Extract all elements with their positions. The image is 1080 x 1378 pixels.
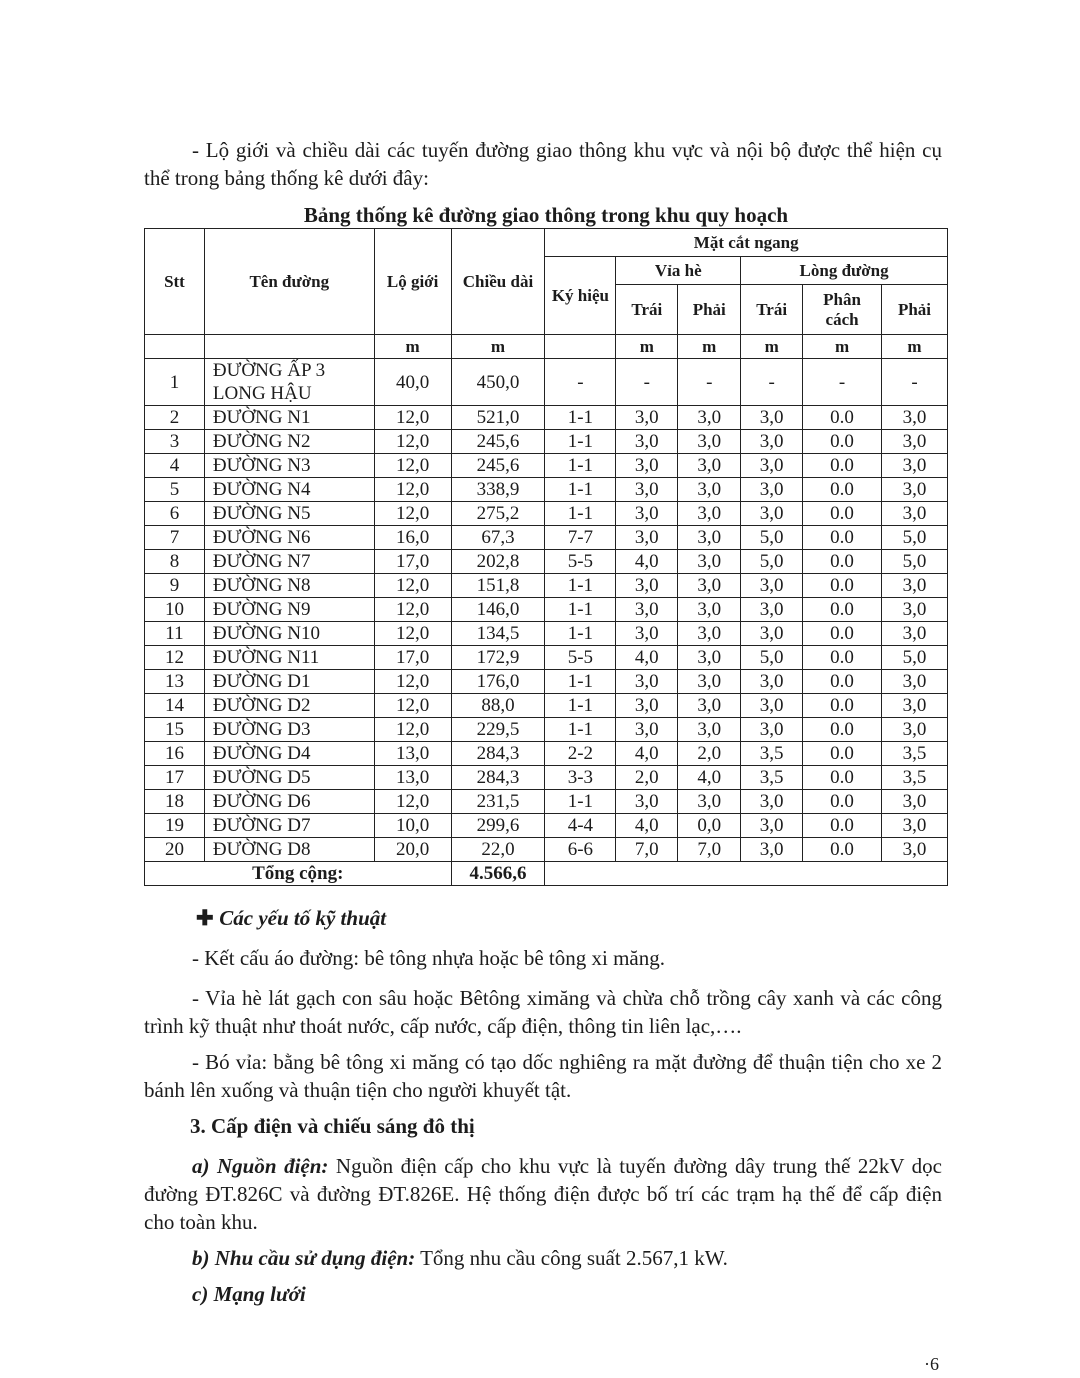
- table-cell: 0.0: [803, 694, 882, 718]
- table-cell: 12,0: [374, 718, 451, 742]
- table-cell: 3,5: [882, 766, 948, 790]
- table-cell: 5-5: [545, 646, 616, 670]
- unit-cell: m: [741, 335, 803, 359]
- table-cell: 12,0: [374, 790, 451, 814]
- total-value: 4.566,6: [451, 862, 545, 886]
- table-cell: 1-1: [545, 694, 616, 718]
- table-row: [145, 406, 948, 430]
- table-cell: 245,6: [451, 454, 545, 478]
- table-row: [145, 838, 948, 862]
- table-cell: 0.0: [803, 742, 882, 766]
- table-cell: 0.0: [803, 598, 882, 622]
- table-cell: 1-1: [545, 670, 616, 694]
- table-cell: 12,0: [374, 430, 451, 454]
- table-cell: 3,0: [882, 574, 948, 598]
- table-cell: ĐƯỜNG D6: [204, 790, 374, 814]
- table-cell: ĐƯỜNG N6: [204, 526, 374, 550]
- table-cell: 3,0: [616, 430, 678, 454]
- table-cell: 0.0: [803, 550, 882, 574]
- table-cell: 3,0: [741, 598, 803, 622]
- table-cell: 4,0: [616, 742, 678, 766]
- header-mat-cat: Mặt cắt ngang: [545, 229, 948, 257]
- table-cell: 5,0: [741, 526, 803, 550]
- header-via-he-phai: Phải: [678, 285, 741, 335]
- table-cell: 0.0: [803, 814, 882, 838]
- table-cell: 3: [145, 430, 205, 454]
- table-cell: 3,0: [741, 622, 803, 646]
- unit-cell: m: [374, 335, 451, 359]
- table-cell: 3,0: [616, 694, 678, 718]
- table-cell: 0.0: [803, 670, 882, 694]
- table-cell: ĐƯỜNG N8: [204, 574, 374, 598]
- table-cell: 3,0: [882, 406, 948, 430]
- table-row: [145, 790, 948, 814]
- table-cell: 12,0: [374, 478, 451, 502]
- table-cell: 12,0: [374, 406, 451, 430]
- section-3c-paragraph: [144, 1280, 942, 1308]
- table-cell: 12,0: [374, 454, 451, 478]
- table-cell: 7,0: [678, 838, 741, 862]
- table-cell: 172,9: [451, 646, 545, 670]
- table-cell: 12,0: [374, 622, 451, 646]
- table-cell: 12,0: [374, 670, 451, 694]
- table-cell: 3,0: [678, 478, 741, 502]
- table-cell: 3,0: [678, 622, 741, 646]
- table-cell: 3,0: [678, 718, 741, 742]
- table-cell: 0.0: [803, 454, 882, 478]
- table-cell: 0.0: [803, 622, 882, 646]
- table-cell: -: [803, 359, 882, 406]
- table-row: [145, 359, 948, 406]
- table-cell: 0.0: [803, 574, 882, 598]
- header-long-duong-trai: Trái: [741, 285, 803, 335]
- table-cell: ĐƯỜNG N10: [204, 622, 374, 646]
- table-cell: 1-1: [545, 622, 616, 646]
- table-cell: 3,0: [882, 718, 948, 742]
- table-cell: 3,0: [678, 646, 741, 670]
- table-cell: 0.0: [803, 406, 882, 430]
- table-cell: 3,0: [741, 694, 803, 718]
- table-cell: 3,5: [882, 742, 948, 766]
- table-cell: ĐƯỜNG D5: [204, 766, 374, 790]
- table-cell: -: [616, 359, 678, 406]
- section-3c-label: c) Mạng lưới: [192, 1282, 306, 1306]
- table-cell: 10,0: [374, 814, 451, 838]
- table-cell: 13,0: [374, 766, 451, 790]
- table-cell: 3,0: [616, 454, 678, 478]
- table-cell: 1-1: [545, 454, 616, 478]
- table-cell: 3,0: [882, 478, 948, 502]
- table-cell: 3,0: [678, 694, 741, 718]
- table-row: [145, 574, 948, 598]
- section-3b-label: b) Nhu cầu sử dụng điện:: [192, 1246, 416, 1270]
- header-name: Tên đường: [204, 229, 374, 335]
- table-cell: 450,0: [451, 359, 545, 406]
- table-cell: 3,5: [741, 742, 803, 766]
- table-cell: 13,0: [374, 742, 451, 766]
- table-cell: -: [678, 359, 741, 406]
- table-cell: 1-1: [545, 502, 616, 526]
- table-cell: 12,0: [374, 574, 451, 598]
- table-cell: 3-3: [545, 766, 616, 790]
- header-long-duong-phai: Phải: [882, 285, 948, 335]
- table-cell: 5: [145, 478, 205, 502]
- table-cell: 3,0: [678, 502, 741, 526]
- table-cell: 3,0: [678, 526, 741, 550]
- table-cell: 3,0: [741, 478, 803, 502]
- table-cell: 7,0: [616, 838, 678, 862]
- table-row: [145, 430, 948, 454]
- table-cell: 0.0: [803, 526, 882, 550]
- table-cell: 1-1: [545, 790, 616, 814]
- table-row: [145, 550, 948, 574]
- table-row: [145, 454, 948, 478]
- header-phan-cach: Phân cách: [803, 285, 882, 335]
- table-cell: 0.0: [803, 838, 882, 862]
- table-row: [145, 502, 948, 526]
- header-via-he: Vỉa hè: [616, 257, 741, 285]
- unit-cell: [545, 335, 616, 359]
- table-cell: 3,0: [882, 502, 948, 526]
- table-cell: 17,0: [374, 646, 451, 670]
- table-cell: 6-6: [545, 838, 616, 862]
- table-cell: 229,5: [451, 718, 545, 742]
- total-row: [145, 862, 948, 886]
- table-cell: 12,0: [374, 598, 451, 622]
- section-3-title: 3. Cấp điện và chiếu sáng đô thị: [190, 1114, 475, 1138]
- table-cell: 3,0: [882, 454, 948, 478]
- table-cell: 3,0: [741, 790, 803, 814]
- table-cell: 134,5: [451, 622, 545, 646]
- table-cell: 3,0: [678, 430, 741, 454]
- table-cell: 5-5: [545, 550, 616, 574]
- header-stt: Stt: [145, 229, 205, 335]
- table-row: [145, 814, 948, 838]
- table-cell: ĐƯỜNG N11: [204, 646, 374, 670]
- table-cell: 6: [145, 502, 205, 526]
- table-cell: 151,8: [451, 574, 545, 598]
- table-cell: ĐƯỜNG N1: [204, 406, 374, 430]
- table-cell: 2: [145, 406, 205, 430]
- table-cell: 2-2: [545, 742, 616, 766]
- table-cell: 16,0: [374, 526, 451, 550]
- table-cell: 2,0: [616, 766, 678, 790]
- table-body: [145, 359, 948, 862]
- table-cell: ĐƯỜNG D7: [204, 814, 374, 838]
- table-cell: 3,0: [616, 406, 678, 430]
- table-cell: 18: [145, 790, 205, 814]
- table-cell: 3,0: [678, 670, 741, 694]
- table-cell: 0.0: [803, 502, 882, 526]
- table-cell: 3,0: [741, 838, 803, 862]
- table-cell: 12: [145, 646, 205, 670]
- table-cell: 17: [145, 766, 205, 790]
- header-long-duong: Lòng đường: [741, 257, 948, 285]
- section-3a-label: a) Nguồn điện:: [192, 1154, 329, 1178]
- table-cell: ĐƯỜNG D8: [204, 838, 374, 862]
- table-caption: Bảng thống kê đường giao thông trong khu quy hoạch: [303, 203, 789, 227]
- table-cell: 3,0: [616, 670, 678, 694]
- header-chieu-dai: Chiều dài: [451, 229, 545, 335]
- table-cell: 3,0: [616, 622, 678, 646]
- table-cell: 12,0: [374, 502, 451, 526]
- table-cell: 299,6: [451, 814, 545, 838]
- table-cell: 245,6: [451, 430, 545, 454]
- table-cell: -: [545, 359, 616, 406]
- section-3a-paragraph: [144, 1152, 942, 1236]
- table-cell: 17,0: [374, 550, 451, 574]
- section-3b-text: Tổng nhu cầu công suất 2.567,1 kW.: [415, 1246, 728, 1270]
- table-cell: 8: [145, 550, 205, 574]
- table-cell: 0.0: [803, 718, 882, 742]
- table-cell: 3,0: [678, 550, 741, 574]
- table-cell: 19: [145, 814, 205, 838]
- tech-paragraph-2: - Vỉa hè lát gạch con sâu hoặc Bêtông ximăng và chừa chỗ trồng cây xanh và các công trình kỹ thuật như thoát nước, cấp nước, cấp điện, thông tin liên lạc,….: [144, 986, 942, 1038]
- table-cell: 3,0: [678, 406, 741, 430]
- table-cell: ĐƯỜNG ẤP 3 LONG HẬU: [204, 359, 374, 406]
- table-row: [145, 670, 948, 694]
- table-cell: ĐƯỜNG D1: [204, 670, 374, 694]
- unit-cell: m: [882, 335, 948, 359]
- tech-heading-text: Các yếu tố kỹ thuật: [219, 906, 387, 930]
- table-cell: 284,3: [451, 766, 545, 790]
- table-cell: 12,0: [374, 694, 451, 718]
- table-cell: 5,0: [882, 550, 948, 574]
- table-cell: 4,0: [616, 814, 678, 838]
- table-cell: ĐƯỜNG D3: [204, 718, 374, 742]
- table-cell: 2,0: [678, 742, 741, 766]
- table-row: [145, 478, 948, 502]
- table-cell: 10: [145, 598, 205, 622]
- table-cell: 3,0: [741, 406, 803, 430]
- page-number: ·6: [924, 1354, 939, 1374]
- table-cell: 3,0: [882, 430, 948, 454]
- table-cell: 4,0: [678, 766, 741, 790]
- table-cell: 15: [145, 718, 205, 742]
- table-cell: 4,0: [616, 646, 678, 670]
- table-cell: 67,3: [451, 526, 545, 550]
- table-cell: -: [882, 359, 948, 406]
- table-cell: ĐƯỜNG N9: [204, 598, 374, 622]
- unit-cell: m: [451, 335, 545, 359]
- tech-paragraph-3: - Bó vỉa: bằng bê tông xi măng có tạo dốc nghiêng ra mặt đường để thuận tiện cho xe 2 bánh lên xuống và thuận tiện cho người khuyết tật.: [144, 1050, 942, 1102]
- table-cell: 275,2: [451, 502, 545, 526]
- total-empty: [545, 862, 948, 886]
- table-cell: 88,0: [451, 694, 545, 718]
- header-via-he-trai: Trái: [616, 285, 678, 335]
- table-cell: 7: [145, 526, 205, 550]
- table-row: [145, 646, 948, 670]
- table-cell: 3,0: [882, 598, 948, 622]
- table-cell: 146,0: [451, 598, 545, 622]
- header-ky-hieu: Ký hiệu: [545, 257, 616, 335]
- table-cell: 11: [145, 622, 205, 646]
- intro-paragraph: - Lộ giới và chiều dài các tuyến đường giao thông khu vực và nội bộ được thể hiện cụ thể trong bảng thống kê dưới đây:: [144, 138, 942, 190]
- table-cell: 3,0: [741, 670, 803, 694]
- table-cell: 0.0: [803, 430, 882, 454]
- table-cell: 3,0: [882, 790, 948, 814]
- table-cell: 231,5: [451, 790, 545, 814]
- total-label: Tổng cộng:: [145, 862, 452, 886]
- table-cell: ĐƯỜNG N7: [204, 550, 374, 574]
- table-cell: 3,0: [678, 598, 741, 622]
- table-cell: 3,0: [741, 454, 803, 478]
- table-cell: 1-1: [545, 574, 616, 598]
- table-cell: 0.0: [803, 790, 882, 814]
- table-row: [145, 766, 948, 790]
- table-cell: 5,0: [882, 526, 948, 550]
- table-cell: ĐƯỜNG N3: [204, 454, 374, 478]
- unit-cell: m: [678, 335, 741, 359]
- table-cell: 7-7: [545, 526, 616, 550]
- table-cell: 4-4: [545, 814, 616, 838]
- table-cell: 3,0: [616, 478, 678, 502]
- table-cell: 3,0: [616, 598, 678, 622]
- table-cell: 3,0: [882, 670, 948, 694]
- section-3b-paragraph: [144, 1244, 942, 1272]
- table-cell: 284,3: [451, 742, 545, 766]
- table-cell: 3,0: [678, 454, 741, 478]
- table-cell: 0.0: [803, 766, 882, 790]
- table-cell: 3,0: [741, 430, 803, 454]
- table-cell: 521,0: [451, 406, 545, 430]
- table-cell: 1: [145, 359, 205, 406]
- table-cell: ĐƯỜNG D2: [204, 694, 374, 718]
- table-row: [145, 598, 948, 622]
- table-cell: 1-1: [545, 478, 616, 502]
- unit-cell: m: [616, 335, 678, 359]
- unit-cell: [204, 335, 374, 359]
- table-cell: 202,8: [451, 550, 545, 574]
- unit-cell: m: [803, 335, 882, 359]
- table-row: [145, 526, 948, 550]
- table-cell: 5,0: [741, 646, 803, 670]
- table-cell: 3,0: [741, 814, 803, 838]
- table-cell: 3,0: [882, 838, 948, 862]
- unit-cell: [145, 335, 205, 359]
- table-cell: 20: [145, 838, 205, 862]
- table-cell: 3,0: [741, 502, 803, 526]
- table-cell: 1-1: [545, 598, 616, 622]
- table-cell: 9: [145, 574, 205, 598]
- down-arrow-icon: ✚: [196, 906, 214, 930]
- table-cell: 3,0: [616, 718, 678, 742]
- table-cell: 3,0: [616, 574, 678, 598]
- tech-heading: [196, 904, 386, 932]
- table-row: [145, 718, 948, 742]
- header-lo-gioi: Lộ giới: [374, 229, 451, 335]
- section-3a-text: Nguồn điện cấp cho khu vực là tuyến đường dây trung thế 22kV dọc đường ĐT.826C và đường ĐT.826E. Hệ thống điện được bố trí các trạm hạ thế để cấp điện cho toàn khu.: [144, 1154, 942, 1234]
- table-cell: 3,0: [678, 790, 741, 814]
- table-cell: 1-1: [545, 430, 616, 454]
- table-cell: ĐƯỜNG N2: [204, 430, 374, 454]
- table-cell: ĐƯỜNG D4: [204, 742, 374, 766]
- table-cell: 3,0: [678, 574, 741, 598]
- table-cell: 5,0: [882, 646, 948, 670]
- table-cell: 40,0: [374, 359, 451, 406]
- table-cell: 3,0: [616, 502, 678, 526]
- table-cell: 22,0: [451, 838, 545, 862]
- table-cell: 5,0: [741, 550, 803, 574]
- table-cell: 3,0: [882, 814, 948, 838]
- table-cell: 3,0: [741, 574, 803, 598]
- table-cell: 3,0: [882, 622, 948, 646]
- table-row: [145, 694, 948, 718]
- table-cell: 3,0: [616, 526, 678, 550]
- table-cell: 3,0: [882, 694, 948, 718]
- table-cell: 3,0: [741, 718, 803, 742]
- road-statistics-table: [144, 228, 948, 886]
- table-row: [145, 742, 948, 766]
- table-cell: 16: [145, 742, 205, 766]
- table-cell: 3,0: [616, 790, 678, 814]
- table-cell: 3,5: [741, 766, 803, 790]
- table-cell: 4: [145, 454, 205, 478]
- table-cell: 4,0: [616, 550, 678, 574]
- table-cell: 176,0: [451, 670, 545, 694]
- table-cell: 14: [145, 694, 205, 718]
- table-cell: 338,9: [451, 478, 545, 502]
- table-row: [145, 622, 948, 646]
- table-cell: 0.0: [803, 478, 882, 502]
- table-cell: -: [741, 359, 803, 406]
- table-cell: 20,0: [374, 838, 451, 862]
- table-cell: 13: [145, 670, 205, 694]
- table-cell: ĐƯỜNG N5: [204, 502, 374, 526]
- table-cell: 0.0: [803, 646, 882, 670]
- tech-paragraph-1: - Kết cấu áo đường: bê tông nhựa hoặc bê tông xi măng.: [192, 946, 665, 970]
- table-cell: 1-1: [545, 406, 616, 430]
- table-cell: 1-1: [545, 718, 616, 742]
- table-cell: 0,0: [678, 814, 741, 838]
- table-cell: ĐƯỜNG N4: [204, 478, 374, 502]
